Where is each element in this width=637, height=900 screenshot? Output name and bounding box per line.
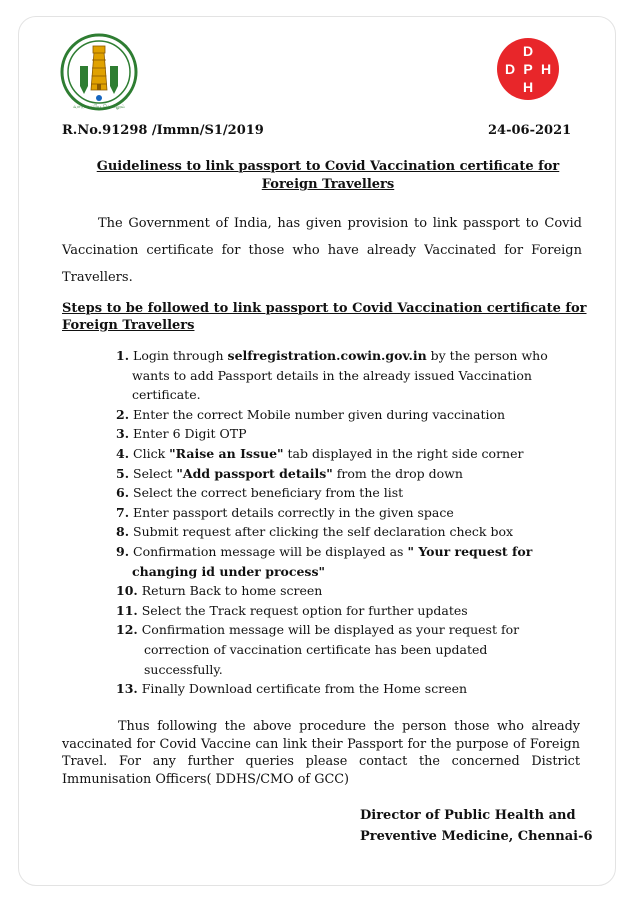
step-text: Enter the correct Mobile number given during vaccination [129, 406, 506, 422]
steps-heading-line: Steps to be followed to link passport to Covid Vaccination certificate for [62, 301, 587, 316]
step-bold-text: "Add passport details" [176, 465, 333, 481]
list-item [116, 444, 556, 464]
reference-number: R.No.91298 /Immn/S1/2019 [62, 123, 264, 138]
intro-paragraph: The Government of India, has given provision to link passport to Covid Vaccination certificate for those who have already Vaccinated for Foreign Travellers. [62, 216, 582, 285]
step-text: certificate. [132, 387, 201, 403]
step-number: 1. [116, 348, 130, 363]
dph-logo [497, 38, 559, 100]
list-item [116, 620, 556, 679]
steps-list [116, 346, 556, 699]
step-text: successfully. [144, 661, 223, 677]
step-number: 5. [116, 465, 130, 481]
step-text: Login through [129, 348, 228, 363]
step-number: 8. [116, 524, 130, 540]
list-item [116, 483, 556, 503]
step-text: Confirmation message will be displayed as your request for [137, 622, 520, 638]
step-text: Enter 6 Digit OTP [129, 426, 247, 442]
signature-line: Director of Public Health and [360, 808, 576, 823]
list-item [116, 464, 556, 484]
step-text: by the person who [426, 348, 548, 363]
step-text: from the drop down [332, 465, 463, 481]
steps-heading-line: Foreign Travellers [62, 318, 195, 333]
step-number: 11. [116, 602, 138, 618]
step-number: 7. [116, 504, 130, 520]
step-text: tab displayed in the right side corner [283, 445, 524, 461]
title-line: Guideliness to link passport to Covid Vaccination certificate for [96, 159, 560, 174]
list-item [116, 542, 556, 581]
closing-paragraph: Thus following the above procedure the person those who already vaccinated for Covid Vaccine can link their Passport for the purpose of Foreign Travel. For any further queries please contact the concerned District Immunisation Officers( DDHS/CMO of GCC) [62, 719, 580, 787]
step-text: Submit request after clicking the self declaration check box [129, 524, 514, 540]
step-number: 6. [116, 485, 130, 501]
step-number: 2. [116, 406, 130, 422]
dph-letter: D [522, 43, 534, 59]
list-item [116, 503, 556, 523]
step-text: correction of vaccination certificate has been updated [144, 641, 488, 657]
document-date: 24-06-2021 [488, 123, 572, 138]
list-item [116, 346, 556, 405]
step-text: Select [129, 465, 177, 481]
step-number: 3. [116, 426, 130, 442]
step-text: Return Back to home screen [137, 583, 323, 599]
step-number: 12. [116, 622, 138, 638]
signature-line: Preventive Medicine, Chennai-6 [360, 829, 593, 844]
list-item [116, 522, 556, 542]
dph-letter: D [504, 61, 516, 77]
dph-letter: H [540, 61, 552, 77]
steps-heading [62, 300, 592, 334]
signature-block [360, 805, 593, 847]
tamil-nadu-emblem-icon [60, 32, 138, 114]
step-text: Select the correct beneficiary from the list [129, 485, 404, 501]
step-bold-text: selfregistration.cowin.gov.in [227, 348, 427, 363]
step-text: wants to add Passport details in the already issued Vaccination [132, 367, 532, 383]
step-text: Confirmation message will be displayed as [129, 543, 408, 559]
dph-letter: P [523, 61, 533, 77]
list-item [116, 424, 556, 444]
svg-text:வாய்மையே வெல்லும்: வாய்மையே வெல்லும் [73, 104, 125, 110]
list-item [116, 601, 556, 621]
step-bold-text: changing id under process" [132, 563, 326, 579]
step-number: 10. [116, 583, 138, 599]
title-line: Foreign Travellers [261, 177, 395, 192]
list-item [116, 405, 556, 425]
step-text: Click [129, 445, 170, 461]
list-item [116, 679, 556, 699]
step-bold-text: "Raise an Issue" [169, 445, 284, 461]
step-text: Finally Download certificate from the Home screen [137, 681, 468, 697]
document-title [62, 158, 594, 194]
step-bold-text: " Your request for [407, 543, 533, 559]
step-text: Enter passport details correctly in the given space [129, 504, 454, 520]
step-number: 4. [116, 445, 130, 461]
step-number: 9. [116, 543, 130, 559]
step-number: 13. [116, 681, 138, 697]
step-text: Select the Track request option for further updates [137, 602, 468, 618]
list-item [116, 581, 556, 601]
dph-letter: H [522, 79, 534, 95]
